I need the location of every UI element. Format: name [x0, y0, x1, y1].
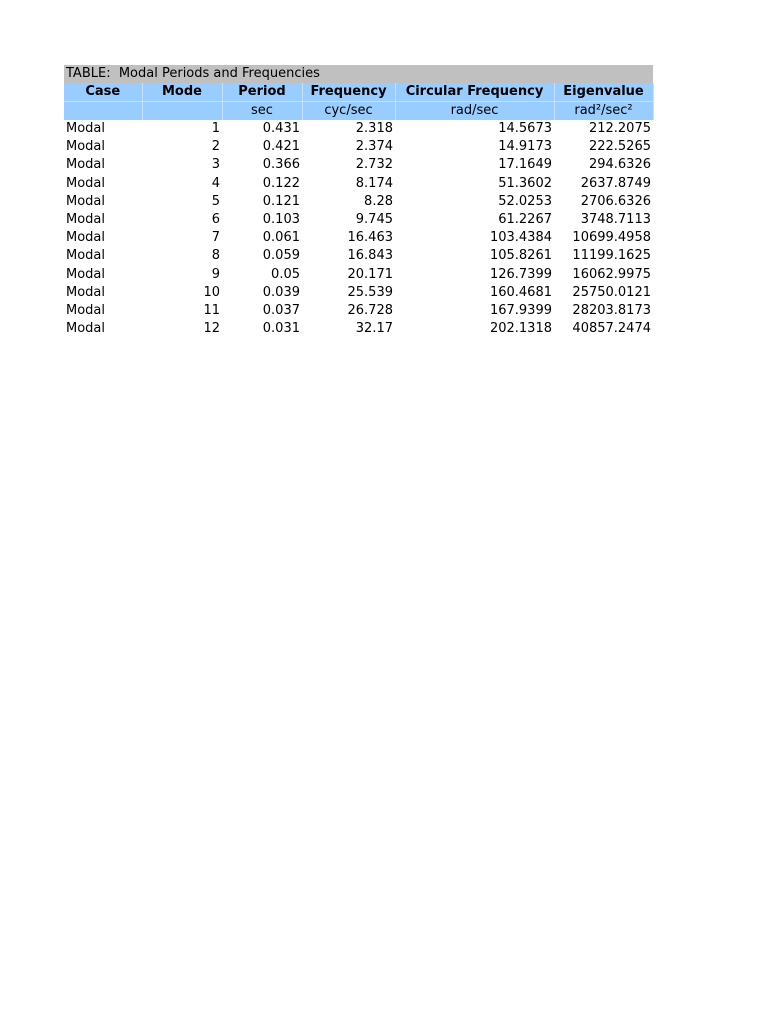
- cell-case: Modal: [66, 248, 105, 264]
- cell-case: Modal: [66, 175, 105, 191]
- cell-circular-frequency: 51.3602: [498, 175, 552, 191]
- cell-frequency: 16.843: [347, 248, 393, 264]
- cell-circular-frequency: 61.2267: [498, 212, 552, 228]
- modal-table-sheet: [64, 65, 653, 338]
- cell-case: Modal: [66, 139, 105, 155]
- cell-circular-frequency: 160.4681: [489, 284, 552, 300]
- cell-frequency: 32.17: [355, 321, 393, 337]
- cell-eigenvalue: 10699.4958: [572, 230, 651, 246]
- table-row: [64, 247, 653, 265]
- cell-circular-frequency: 167.9399: [489, 302, 552, 318]
- cell-eigenvalue: 222.5265: [588, 139, 651, 155]
- cell-eigenvalue: 3748.7113: [580, 212, 651, 228]
- cell-mode: 10: [203, 284, 220, 300]
- unit-mode: [142, 102, 222, 121]
- unit-circular-frequency: rad/sec: [395, 102, 554, 121]
- header-row: [64, 83, 653, 102]
- cell-case: Modal: [66, 302, 105, 318]
- cell-frequency: 2.318: [355, 121, 393, 137]
- cell-case: Modal: [66, 321, 105, 337]
- cell-period: 0.121: [262, 193, 300, 209]
- cell-period: 0.031: [262, 321, 300, 337]
- cell-frequency: 26.728: [347, 302, 393, 318]
- header-circular-frequency: Circular Frequency: [395, 83, 554, 102]
- table-row: [64, 211, 653, 229]
- cell-mode: 5: [211, 193, 220, 209]
- header-period: Period: [222, 83, 302, 102]
- table-row: [64, 138, 653, 156]
- cell-frequency: 8.174: [355, 175, 393, 191]
- modal-table: [64, 83, 654, 338]
- cell-eigenvalue: 40857.2474: [572, 321, 651, 337]
- cell-case: Modal: [66, 157, 105, 173]
- cell-mode: 2: [211, 139, 220, 155]
- header-eigenvalue: Eigenvalue: [554, 83, 653, 102]
- cell-frequency: 16.463: [347, 230, 393, 246]
- cell-circular-frequency: 202.1318: [489, 321, 552, 337]
- header-case: Case: [64, 83, 142, 102]
- cell-eigenvalue: 16062.9975: [572, 266, 651, 282]
- unit-eigenvalue: rad²/sec²: [554, 102, 653, 121]
- cell-period: 0.05: [271, 266, 300, 282]
- table-title: TABLE: Modal Periods and Frequencies: [64, 65, 653, 83]
- cell-period: 0.059: [262, 248, 300, 264]
- cell-circular-frequency: 103.4384: [489, 230, 552, 246]
- cell-frequency: 8.28: [364, 193, 393, 209]
- header-frequency: Frequency: [302, 83, 395, 102]
- cell-period: 0.431: [262, 121, 300, 137]
- cell-case: Modal: [66, 284, 105, 300]
- cell-mode: 11: [203, 302, 220, 318]
- cell-eigenvalue: 2637.8749: [580, 175, 651, 191]
- cell-mode: 6: [211, 212, 220, 228]
- cell-mode: 4: [211, 175, 220, 191]
- cell-mode: 8: [211, 248, 220, 264]
- cell-case: Modal: [66, 230, 105, 246]
- cell-frequency: 9.745: [355, 212, 393, 228]
- unit-period: sec: [222, 102, 302, 121]
- unit-frequency: cyc/sec: [302, 102, 395, 121]
- cell-circular-frequency: 105.8261: [489, 248, 552, 264]
- table-row: [64, 302, 653, 320]
- cell-mode: 9: [211, 266, 220, 282]
- table-body: [64, 120, 653, 338]
- table-row: [64, 120, 653, 138]
- cell-mode: 1: [211, 121, 220, 137]
- cell-frequency: 2.732: [355, 157, 393, 173]
- cell-period: 0.122: [262, 175, 300, 191]
- table-row: [64, 284, 653, 302]
- unit-case: [64, 102, 142, 121]
- cell-circular-frequency: 14.9173: [498, 139, 552, 155]
- cell-circular-frequency: 14.5673: [498, 121, 552, 137]
- cell-period: 0.421: [262, 139, 300, 155]
- cell-eigenvalue: 28203.8173: [572, 302, 651, 318]
- cell-eigenvalue: 11199.1625: [572, 248, 651, 264]
- cell-frequency: 2.374: [355, 139, 393, 155]
- cell-case: Modal: [66, 212, 105, 228]
- table-row: [64, 193, 653, 211]
- cell-period: 0.061: [262, 230, 300, 246]
- cell-circular-frequency: 126.7399: [489, 266, 552, 282]
- cell-eigenvalue: 294.6326: [588, 157, 651, 173]
- cell-circular-frequency: 52.0253: [498, 193, 552, 209]
- cell-mode: 7: [211, 230, 220, 246]
- cell-mode: 12: [203, 321, 220, 337]
- cell-eigenvalue: 2706.6326: [580, 193, 651, 209]
- table-row: [64, 175, 653, 193]
- cell-frequency: 20.171: [347, 266, 393, 282]
- table-row: [64, 156, 653, 174]
- units-row: [64, 102, 653, 121]
- cell-frequency: 25.539: [347, 284, 393, 300]
- cell-period: 0.366: [262, 157, 300, 173]
- cell-eigenvalue: 25750.0121: [572, 284, 651, 300]
- cell-case: Modal: [66, 266, 105, 282]
- table-row: [64, 229, 653, 247]
- header-mode: Mode: [142, 83, 222, 102]
- cell-period: 0.103: [262, 212, 300, 228]
- table-row: [64, 320, 653, 338]
- table-row: [64, 266, 653, 284]
- cell-circular-frequency: 17.1649: [498, 157, 552, 173]
- cell-eigenvalue: 212.2075: [588, 121, 651, 137]
- cell-mode: 3: [211, 157, 220, 173]
- table-header: [64, 83, 653, 120]
- cell-case: Modal: [66, 121, 105, 137]
- cell-case: Modal: [66, 193, 105, 209]
- cell-period: 0.039: [262, 284, 300, 300]
- cell-period: 0.037: [262, 302, 300, 318]
